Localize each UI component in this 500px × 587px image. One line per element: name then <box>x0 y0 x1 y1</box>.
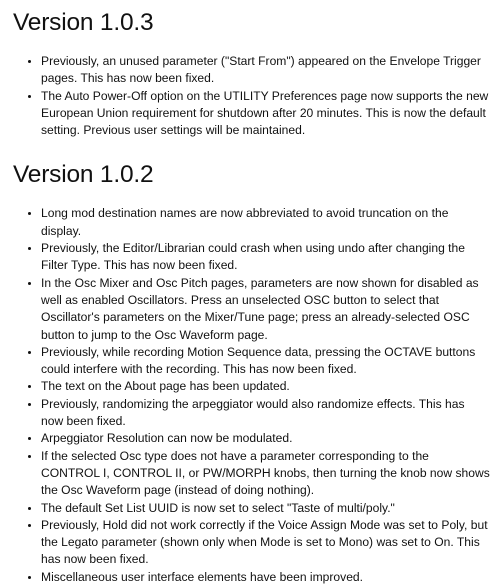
list-item: • The Auto Power-Off option on the UTILITY Preferences page now supports the new European Union requirement for shutdown after 20 minutes. This is now the default setting. Previous user settings will be maintained. <box>41 88 490 140</box>
list-item: • Previously, the Editor/Librarian could crash when using undo after changing the Filter Type. This has now been fixed. <box>41 240 490 275</box>
list-item: • Previously, while recording Motion Sequence data, pressing the OCTAVE buttons could interfere with the recording. This has now been fixed. <box>41 344 490 379</box>
version-1-0-3-heading: Version 1.0.3 <box>13 9 154 36</box>
version-1-0-2-list <box>13 205 490 586</box>
list-item: • Previously, Hold did not work correctly if the Voice Assign Mode was set to Poly, but the Legato parameter (shown only when Mode is set to Mono) was set to On. This has now been fixed. <box>41 517 490 569</box>
list-item: • The text on the About page has been updated. <box>41 378 490 395</box>
list-item: • Previously, an unused parameter ("Start From") appeared on the Envelope Trigger pages. This has now been fixed. <box>41 53 490 88</box>
list-item: • Miscellaneous user interface elements have been improved. <box>41 569 490 586</box>
list-item: • Previously, randomizing the arpeggiator would also randomize effects. This has now been fixed. <box>41 396 490 431</box>
list-item: • In the Osc Mixer and Osc Pitch pages, parameters are now shown for disabled as well as enabled Oscillators. Press an unselected OSC button to select that Oscillator's parameters on the Mixer/Tune page; press an already-selected OSC button to jump to the Osc Waveform page. <box>41 275 490 344</box>
list-item: • If the selected Osc type does not have a parameter corresponding to the CONTROL I, CONTROL II, or PW/MORPH knobs, then turning the knob now shows the Osc Waveform page (instead of doing nothing). <box>41 448 490 500</box>
list-item: • Long mod destination names are now abbreviated to avoid truncation on the display. <box>41 205 490 240</box>
list-item: • The default Set List UUID is now set to select "Taste of multi/poly." <box>41 500 490 517</box>
version-1-0-3-list <box>13 53 490 139</box>
list-item: • Arpeggiator Resolution can now be modulated. <box>41 430 490 447</box>
version-1-0-2-heading: Version 1.0.2 <box>13 161 154 189</box>
